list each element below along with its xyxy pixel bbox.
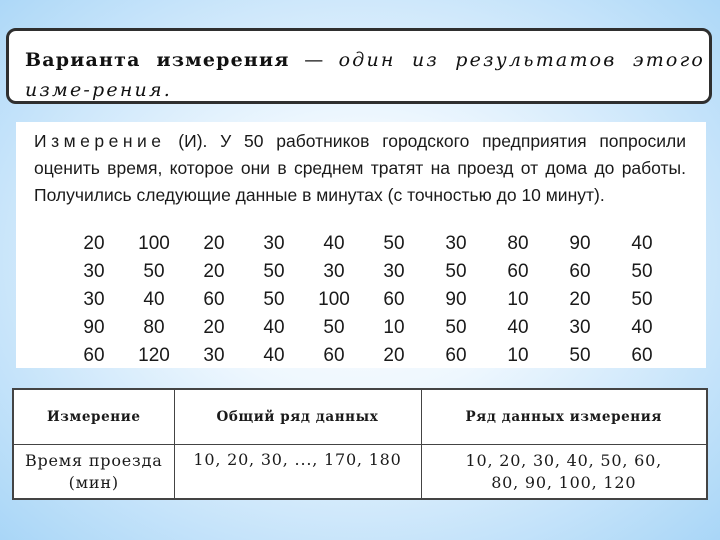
cell-general-series <box>174 445 421 499</box>
data-cell: 10 <box>383 317 405 338</box>
data-cell: 30 <box>569 317 591 338</box>
data-cell: 40 <box>263 345 285 366</box>
data-cell: 50 <box>263 289 285 310</box>
problem-card <box>16 122 706 368</box>
data-cell: 10 <box>507 289 529 310</box>
data-cell: 90 <box>83 317 105 338</box>
data-cell: 50 <box>445 317 467 338</box>
data-cell: 20 <box>203 317 225 338</box>
definition-dash: — <box>304 49 324 71</box>
data-cell: 80 <box>507 233 529 254</box>
data-cell: 60 <box>569 261 591 282</box>
data-cell: 20 <box>203 261 225 282</box>
data-cell: 50 <box>445 261 467 282</box>
data-cell: 40 <box>631 233 653 254</box>
data-cell: 10 <box>507 345 529 366</box>
data-cell: 20 <box>569 289 591 310</box>
data-cell: 100 <box>318 289 350 310</box>
data-cell: 50 <box>383 233 405 254</box>
data-cell: 50 <box>631 261 653 282</box>
data-cell: 60 <box>445 345 467 366</box>
data-cell: 30 <box>445 233 467 254</box>
data-cell: 100 <box>138 233 170 254</box>
data-cell: 20 <box>203 233 225 254</box>
data-cell: 40 <box>323 233 345 254</box>
table-header-row <box>14 390 706 445</box>
table-row <box>14 445 706 499</box>
data-cell: 30 <box>203 345 225 366</box>
data-cell: 90 <box>569 233 591 254</box>
definition-term: Варианта измерения <box>25 49 290 71</box>
data-cell: 90 <box>445 289 467 310</box>
data-cell: 50 <box>323 317 345 338</box>
data-cell: 30 <box>83 261 105 282</box>
data-cell: 60 <box>507 261 529 282</box>
data-cell: 50 <box>569 345 591 366</box>
data-cell: 30 <box>323 261 345 282</box>
data-grid <box>16 230 706 364</box>
definition-text <box>25 45 705 105</box>
summary-table-card <box>12 388 708 500</box>
data-cell: 30 <box>383 261 405 282</box>
cell-measurement <box>14 445 174 499</box>
cell-measurement-series-line1: 10, 20, 30, 40, 50, 60, <box>465 450 662 470</box>
data-cell: 40 <box>507 317 529 338</box>
data-cell: 30 <box>83 289 105 310</box>
data-cell: 60 <box>383 289 405 310</box>
data-cell: 40 <box>263 317 285 338</box>
data-cell: 60 <box>83 345 105 366</box>
data-cell: 120 <box>138 345 170 366</box>
data-cell: 20 <box>83 233 105 254</box>
definition-card <box>6 28 712 104</box>
data-cell: 60 <box>323 345 345 366</box>
data-cell: 50 <box>143 261 165 282</box>
data-cell: 20 <box>383 345 405 366</box>
problem-body: (И). У 50 работников городского предприятия попросили оценить время, которое они в среднем тратят на проезд от дома до работы. Получились следующие данные в минутах (с точностью до 10 минут). <box>34 131 686 205</box>
data-cell: 30 <box>263 233 285 254</box>
header-general-series: Общий ряд данных <box>174 390 421 445</box>
data-cell: 40 <box>143 289 165 310</box>
cell-general-series-text: 10, 20, 30, ..., 170, 180 <box>193 450 402 469</box>
problem-text <box>34 128 686 209</box>
summary-table <box>14 390 706 498</box>
header-measurement: Измерение <box>14 390 174 445</box>
problem-label: Измерение <box>34 131 166 151</box>
header-measurement-series: Ряд данных измерения <box>421 390 706 445</box>
cell-measurement-series <box>421 445 706 499</box>
definition-rest: один из результатов этого изме-рения. <box>25 49 706 101</box>
data-cell: 60 <box>631 345 653 366</box>
data-cell: 50 <box>263 261 285 282</box>
data-cell: 50 <box>631 289 653 310</box>
cell-measurement-line1: Время проезда <box>24 450 163 470</box>
cell-measurement-series-line2: 80, 90, 100, 120 <box>491 472 637 492</box>
data-cell: 80 <box>143 317 165 338</box>
data-cell: 60 <box>203 289 225 310</box>
cell-measurement-line2: (мин) <box>68 472 119 492</box>
data-cell: 40 <box>631 317 653 338</box>
